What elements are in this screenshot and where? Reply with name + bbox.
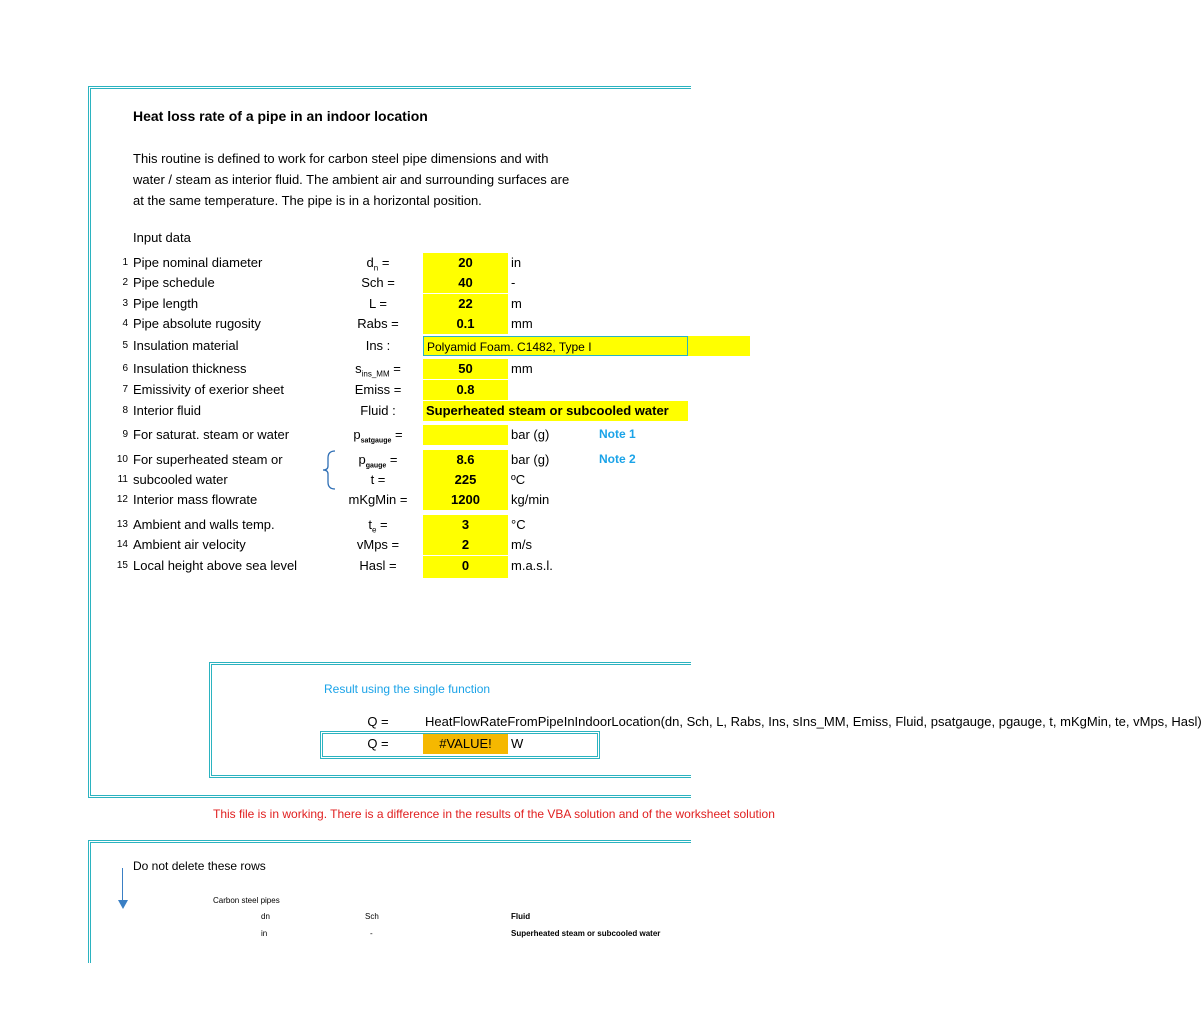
length-input-cell[interactable]: 22 xyxy=(423,294,508,314)
row-symbol: Ins : xyxy=(365,338,391,353)
row-symbol: Emiss = xyxy=(354,382,402,397)
row-unit: mm xyxy=(511,361,533,376)
result-value-cell[interactable]: #VALUE! xyxy=(423,734,508,754)
row-label: Interior mass flowrate xyxy=(133,492,258,507)
row-label: Pipe length xyxy=(133,296,199,311)
row-number: 15 xyxy=(116,560,128,571)
row-unit: m xyxy=(511,296,522,311)
row-number: 8 xyxy=(122,405,128,416)
row-symbol: $p_{satgauge}$ = xyxy=(353,427,403,445)
thickness-input-cell[interactable]: 50 xyxy=(423,359,508,379)
column-header-sch: Sch xyxy=(365,912,379,921)
input-data-heading: Input data xyxy=(133,230,191,245)
row-symbol: Sch = xyxy=(361,275,395,290)
row-symbol: mKgMin = xyxy=(348,492,408,507)
row-number: 9 xyxy=(122,429,128,440)
row-unit: m.a.s.l. xyxy=(511,558,553,573)
row-label: Insulation material xyxy=(133,338,239,353)
row-symbol: vMps = xyxy=(356,537,400,552)
arrow-down-icon xyxy=(122,868,123,902)
row-label: Interior fluid xyxy=(133,403,201,418)
note-1-link[interactable]: Note 1 xyxy=(599,427,636,441)
row-label: Ambient and walls temp. xyxy=(133,517,275,532)
flowrate-input-cell[interactable]: 1200 xyxy=(423,490,508,510)
row-number: 5 xyxy=(122,340,128,351)
row-unit: - xyxy=(511,275,516,290)
input-row-mass-flowrate xyxy=(0,490,768,510)
row-label: For superheated steam or xyxy=(133,452,283,467)
saturated-pressure-input-cell[interactable] xyxy=(423,425,508,445)
row-unit: bar (g) xyxy=(511,452,550,467)
yellow-fill xyxy=(423,576,508,578)
row-label: Local height above sea level xyxy=(133,558,298,573)
row-number: 7 xyxy=(122,384,128,395)
row-symbol: t = xyxy=(370,472,386,487)
rugosity-input-cell[interactable]: 0.1 xyxy=(423,314,508,334)
ambient-temp-input-cell[interactable]: 3 xyxy=(423,515,508,535)
row-number: 11 xyxy=(117,474,128,485)
description-line: at the same temperature. The pipe is in a horizontal position. xyxy=(133,193,482,208)
row-unit: in xyxy=(511,255,522,270)
row-number: 6 xyxy=(122,363,128,374)
result-unit: W xyxy=(511,736,524,751)
row-unit: °C xyxy=(511,517,526,532)
unit-cell-fluid: Superheated steam or subcooled water xyxy=(511,929,661,938)
row-number: 12 xyxy=(116,494,128,505)
air-velocity-input-cell[interactable]: 2 xyxy=(423,535,508,555)
column-header-fluid: Fluid xyxy=(511,912,531,921)
height-input-cell[interactable]: 0 xyxy=(423,556,508,576)
row-symbol: $t_e$ = xyxy=(368,517,388,535)
row-number: 13 xyxy=(116,519,128,530)
input-row-fluid xyxy=(0,401,768,421)
row-label: Pipe nominal diameter xyxy=(133,255,263,270)
row-label: subcooled water xyxy=(133,472,228,487)
q-label: Q = xyxy=(367,714,389,729)
row-label: Insulation thickness xyxy=(133,361,247,376)
description xyxy=(133,148,569,211)
row-number: 3 xyxy=(122,298,128,309)
temperature-input-cell[interactable]: 225 xyxy=(423,470,508,490)
row-number: 2 xyxy=(122,277,128,288)
input-row-temperature xyxy=(0,470,768,490)
description-line: water / steam as interior fluid. The ambient air and surrounding surfaces are xyxy=(133,172,570,187)
row-label: For saturat. steam or water xyxy=(133,427,290,442)
unit-cell-dn: in xyxy=(261,929,268,938)
emissivity-input-cell[interactable]: 0.8 xyxy=(423,380,508,400)
input-row-gauge-pressure xyxy=(0,450,768,470)
row-symbol: L = xyxy=(369,296,387,311)
row-number: 1 xyxy=(122,257,128,268)
description-line: This routine is defined to work for carbon steel pipe dimensions and with xyxy=(133,151,549,166)
insulation-material-select[interactable]: Polyamid Foam. C1482, Type I xyxy=(423,336,688,356)
input-row-ambient-temp xyxy=(0,515,768,535)
input-row-insulation-thickness xyxy=(0,359,768,379)
row-symbol: Hasl = xyxy=(359,558,397,573)
input-row-length xyxy=(0,294,768,314)
row-label: Ambient air velocity xyxy=(133,537,246,552)
input-row-height xyxy=(0,556,768,576)
note-2-link[interactable]: Note 2 xyxy=(599,452,636,466)
unit-cell-sch: - xyxy=(370,929,373,938)
input-row-rugosity xyxy=(0,314,768,334)
q-result-label: Q = xyxy=(367,736,389,751)
diameter-input-cell[interactable]: 20 xyxy=(423,253,508,273)
arrow-down-icon-head xyxy=(118,900,128,909)
fluid-select[interactable]: Superheated steam or subcooled water xyxy=(423,401,688,421)
yellow-fill xyxy=(688,336,750,356)
input-row-emissivity xyxy=(0,380,768,400)
gauge-pressure-input-cell[interactable]: 8.6 xyxy=(423,450,508,470)
row-unit: mm xyxy=(511,316,533,331)
input-row-insulation-material xyxy=(0,336,768,356)
row-number: 4 xyxy=(122,318,128,329)
result-formula: HeatFlowRateFromPipeInIndoorLocation(dn, Sch, L, Rabs, Ins, sIns_MM, Emiss, Fluid, psatgauge, pgauge, t, mKgMin, te, vMps, Hasl) xyxy=(425,714,1202,729)
column-header-dn: dn xyxy=(261,912,270,921)
row-number: 14 xyxy=(116,539,128,550)
schedule-input-cell[interactable]: 40 xyxy=(423,273,508,293)
do-not-delete-note: Do not delete these rows xyxy=(133,859,266,873)
row-symbol: $p_{gauge}$ = xyxy=(358,452,398,470)
row-number: 10 xyxy=(116,454,128,465)
row-unit: kg/min xyxy=(511,492,550,507)
brace-icon xyxy=(322,450,336,490)
row-symbol: Fluid : xyxy=(360,403,396,418)
input-row-saturated-pressure xyxy=(0,425,768,445)
input-row-schedule xyxy=(0,273,768,293)
warning-message: This file is in working. There is a difference in the results of the VBA solution and of the worksheet solution xyxy=(213,807,775,821)
table-title: Carbon steel pipes xyxy=(213,896,280,905)
row-label: Pipe schedule xyxy=(133,275,215,290)
result-caption: Result using the single function xyxy=(324,682,491,696)
page-title: Heat loss rate of a pipe in an indoor location xyxy=(133,108,428,124)
input-row-air-velocity xyxy=(0,535,768,555)
row-symbol: $s_{ins\_MM}$ = xyxy=(355,361,401,379)
row-label: Emissivity of exerior sheet xyxy=(133,382,284,397)
row-unit: ºC xyxy=(511,472,526,487)
input-row-diameter xyxy=(0,253,768,273)
row-unit: bar (g) xyxy=(511,427,550,442)
row-symbol: Rabs = xyxy=(357,316,399,331)
row-symbol: $d_n$ = xyxy=(366,255,390,273)
row-label: Pipe absolute rugosity xyxy=(133,316,261,331)
row-unit: m/s xyxy=(511,537,532,552)
